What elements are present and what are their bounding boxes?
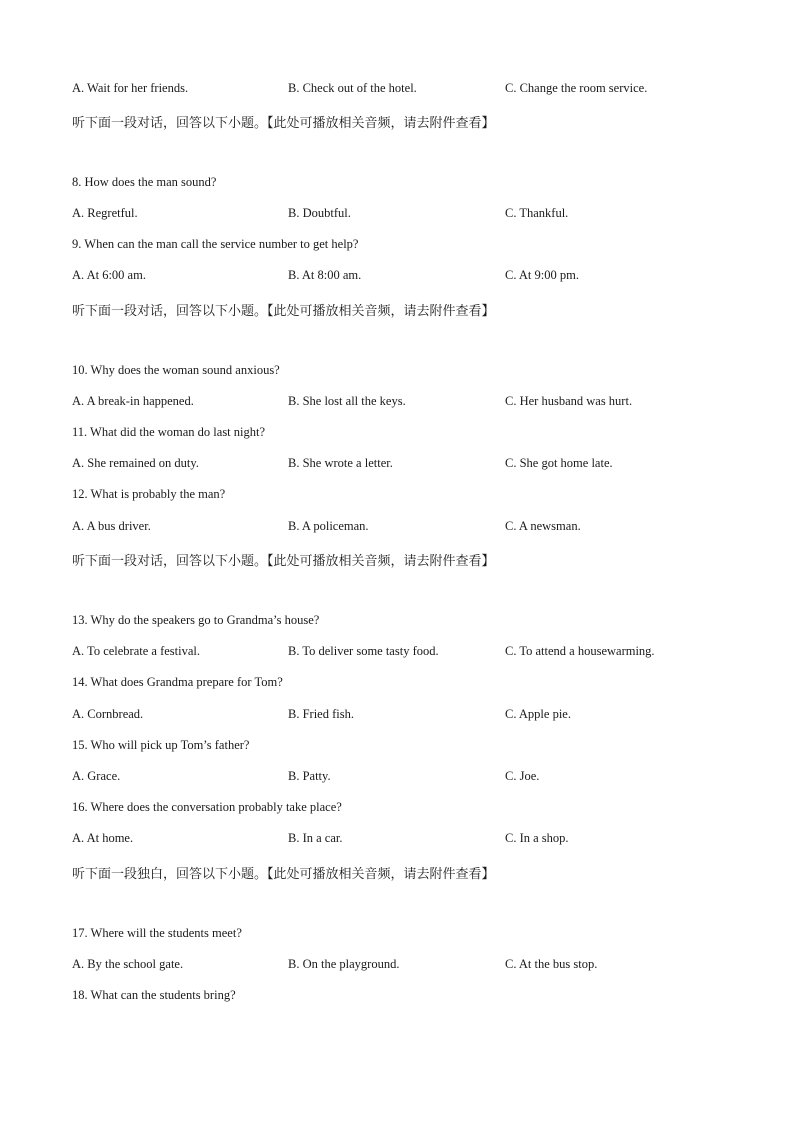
option-c: C. Apple pie. [505, 707, 571, 721]
question-text: 11. What did the woman do last night? [72, 425, 266, 439]
option-b: B. She lost all the keys. [288, 394, 406, 408]
option-a: A. A bus driver. [72, 519, 151, 533]
question-text: 14. What does Grandma prepare for Tom? [72, 675, 283, 689]
option-b: B. Doubtful. [288, 206, 351, 220]
option-b: B. A policeman. [288, 519, 369, 533]
option-c: C. At the bus stop. [505, 957, 598, 971]
option-a: A. Cornbread. [72, 707, 144, 721]
option-a: A. At home. [72, 831, 134, 845]
option-c: C. Her husband was hurt. [505, 394, 633, 408]
option-b: B. Fried fish. [288, 707, 354, 721]
option-b: B. In a car. [288, 831, 343, 845]
question-text: 13. Why do the speakers go to Grandma’s house? [72, 613, 320, 627]
option-c: C. To attend a housewarming. [505, 644, 655, 658]
listening-instruction: 听下面一段对话，回答以下小题。【此处可播放相关音频，请去附件查看】 [72, 304, 495, 319]
option-c: C. Thankful. [505, 206, 569, 220]
option-a: A. She remained on duty. [72, 456, 199, 470]
question-text: 18. What can the students bring? [72, 988, 236, 1002]
listening-instruction: 听下面一段对话，回答以下小题。【此处可播放相关音频，请去附件查看】 [72, 554, 495, 569]
question-text: 17. Where will the students meet? [72, 926, 242, 940]
option-b: B. Check out of the hotel. [288, 81, 417, 95]
question-text: 9. When can the man call the service number to get help? [72, 237, 359, 251]
option-a: A. A break-in happened. [72, 394, 194, 408]
option-a: A. Wait for her friends. [72, 81, 189, 95]
question-text: 16. Where does the conversation probably take place? [72, 800, 342, 814]
option-a: A. Regretful. [72, 206, 138, 220]
option-c: C. A newsman. [505, 519, 581, 533]
question-text: 12. What is probably the man? [72, 487, 226, 501]
option-b: B. She wrote a letter. [288, 456, 393, 470]
option-a: A. At 6:00 am. [72, 268, 146, 282]
option-b: B. Patty. [288, 769, 331, 783]
option-c: C. She got home late. [505, 456, 613, 470]
question-text: 10. Why does the woman sound anxious? [72, 363, 280, 377]
option-c: C. Change the room service. [505, 81, 648, 95]
listening-instruction: 听下面一段对话，回答以下小题。【此处可播放相关音频，请去附件查看】 [72, 116, 495, 131]
option-b: B. To deliver some tasty food. [288, 644, 439, 658]
option-a: A. Grace. [72, 769, 121, 783]
listening-instruction: 听下面一段独白，回答以下小题。【此处可播放相关音频，请去附件查看】 [72, 867, 495, 882]
option-c: C. In a shop. [505, 831, 569, 845]
option-c: C. At 9:00 pm. [505, 268, 579, 282]
option-a: A. By the school gate. [72, 957, 184, 971]
option-b: B. On the playground. [288, 957, 400, 971]
option-c: C. Joe. [505, 769, 540, 783]
question-text: 8. How does the man sound? [72, 175, 217, 189]
question-text: 15. Who will pick up Tom’s father? [72, 738, 250, 752]
option-a: A. To celebrate a festival. [72, 644, 201, 658]
option-b: B. At 8:00 am. [288, 268, 362, 282]
